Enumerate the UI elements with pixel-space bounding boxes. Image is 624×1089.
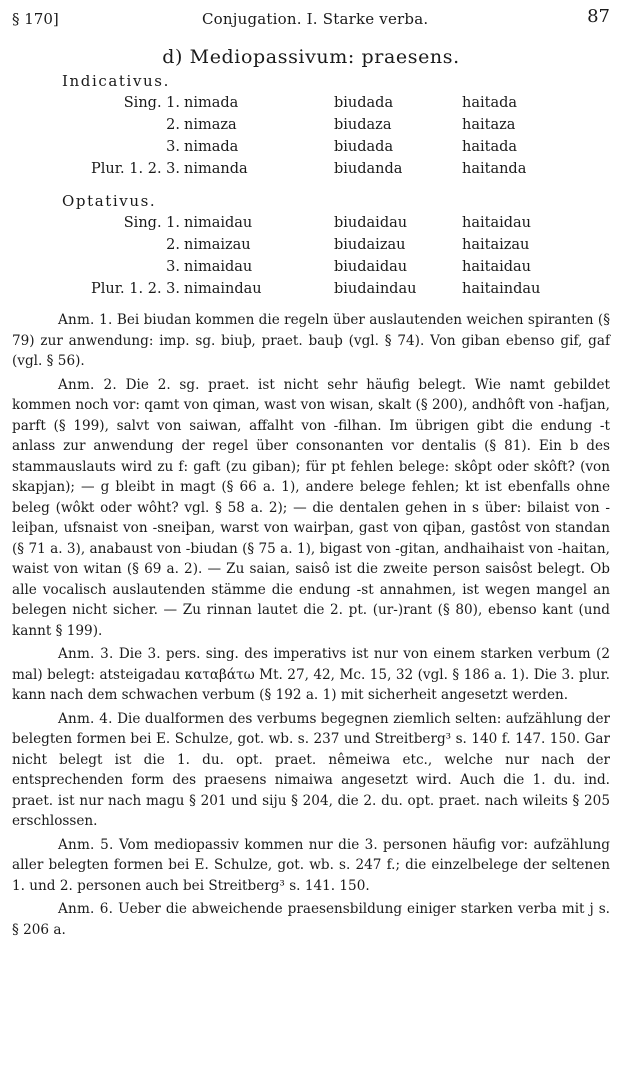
page-number: 87 [587,6,610,27]
table-row [72,234,562,256]
header-section-ref: § 170] [12,10,59,28]
form-cell: nimaindau [184,281,262,297]
form-cell: biudaizau [334,237,406,253]
form-cell: haitaza [462,117,516,133]
note-text: Die 3. pers. sing. des imperativs ist nur von einem starken verbum (2 mal) belegt: atsteigadau καταβάτω Mt. 27, 42, Mc. 15, 32 (vgl. § 186 a. 1). Die 3. plur. kann nach dem schwachen verbum (§ 192 a. 1) mit sicherheit angesetzt werden. [12,646,610,703]
form-cell: nimada [184,95,239,111]
note-text: Bei biudan kommen die regeln über auslautenden weichen spiranten (§ 79) zur anwendung: imp. sg. biuþ, praet. bauþ (vgl. § 74). Von giban ebenso gif, gaf (vgl. § 56). [12,312,611,369]
form-cell: nimanda [184,161,248,177]
form-cell: biudaidau [334,215,408,231]
note-5 [12,835,610,897]
form-cell: nimaidau [184,215,253,231]
form-cell: haitaindau [462,281,541,297]
form-cell: biudanda [334,161,403,177]
person-label: 3. [166,259,180,275]
note-label: Anm. 1. [58,312,113,328]
form-cell: biudada [334,95,394,111]
note-3 [12,644,610,706]
form-cell: biudaindau [334,281,417,297]
person-label: 2. [166,237,180,253]
note-text: Die dualformen des verbums begegnen ziemlich selten: aufzählung der belegten formen bei E. Schulze, got. wb. s. 237 und Streitberg³ s. 140 f. 147. 150. Gar nicht belegt ist die 1. du. opt. praet. nêmeiwa etc., welche nur nach der entsprechenden form des praesens nimaiwa angesetzt wird. Auch die 1. du. ind. praet. ist nur nach magu § 201 und siju § 204, die 2. du. opt. praet. nach wileits § 205 erschlossen. [12,710,610,829]
note-2 [12,375,610,642]
person-label: Sing. 1. [123,215,180,231]
form-cell: nimaizau [184,237,251,253]
indicative-paradigm-table [72,92,562,180]
table-row [72,278,562,300]
table-row [72,136,562,158]
person-label: 3. [166,139,180,155]
running-header [12,6,610,32]
note-label: Anm. 4. [58,710,113,727]
indicative-heading: Indicativus. [62,72,170,90]
header-running-title: Conjugation. I. Starke verba. [202,10,429,28]
person-label: Plur. 1. 2. 3. [90,281,180,297]
note-6 [12,899,610,940]
note-1 [12,310,610,372]
form-cell: haitanda [462,161,527,177]
form-cell: biudaidau [334,259,408,275]
form-cell: nimada [184,139,239,155]
optative-paradigm-table [72,212,562,300]
table-row [72,92,562,114]
note-text: Ueber die abweichende praesensbildung einiger starken verba mit j s. § 206 a. [12,901,610,938]
form-cell: biudaza [334,117,392,133]
note-label: Anm. 5. [58,836,114,853]
notes-section [12,310,610,940]
person-label: Plur. 1. 2. 3. [90,161,180,177]
note-text: Die 2. sg. praet. ist nicht sehr häufig belegt. Wie namt gebildet kommen noch vor: qamt von qiman, wast von wisan, skalt (§ 200), andhôft von -hafjan, parft (§ 199), salvt von saiwan, affalht von -filhan. Im übrigen gibt die endung -t anlass zur anwendung der regel über consonanten vor dentalis (§ 81). Ein b des stammauslauts wird zu f: gaft (zu giban); für pt fehlen belege: skôpt oder skôft? (von skapjan); — g bleibt in magt (§ 66 a. 1), andere belege fehlen; kt ist ebenfalls ohne beleg (wôkt oder wôht? vgl. § 58 a. 2); — die dentalen gehen in s über: bilaist von -leiþan, ufsnaist von -sneiþan, warst von wairþan, gast von qiþan, gastôst von standan (§ 71 a. 3), anabaust von -biudan (§ 75 a. 1), bigast von -gitan, andhaihaist von -haitan, waist von witan (§ 69 a. 2). — Zu saian, saisô ist die zweite person saisôst belegt. Ob alle vocalisch auslautenden stämme die endung -st annahmen, ist wegen mangel an belegen nicht sicher. — Zu rinnan lautet die 2. pt. (ur-)rant (§ 80), ebenso kant (und kannt § 199). [12,376,610,639]
form-cell: haitaizau [462,237,530,253]
form-cell: haitada [462,139,518,155]
note-text: Vom mediopassiv kommen nur die 3. personen häufig vor: aufzählung aller belegten formen bei E. Schulze, got. wb. s. 247 f.; die einzelbelege der seltenen 1. und 2. personen auch bei Streitberg³ s. 141. 150. [12,836,610,894]
note-label: Anm. 3. [58,646,114,662]
form-cell: haitada [462,95,518,111]
person-label: Sing. 1. [123,95,180,111]
person-label: 2. [166,117,180,133]
section-title: d) Mediopassivum: praesens. [162,46,460,68]
note-4 [12,709,610,832]
note-label: Anm. 6. [58,901,114,917]
note-label: Anm. 2. [58,376,117,393]
form-cell: nimaza [184,117,237,133]
table-row [72,114,562,136]
optative-heading: Optativus. [62,192,157,210]
form-cell: haitaidau [462,259,531,275]
table-row [72,212,562,234]
form-cell: haitaidau [462,215,531,231]
table-row [72,158,562,180]
form-cell: nimaidau [184,259,253,275]
table-row [72,256,562,278]
form-cell: biudada [334,139,394,155]
